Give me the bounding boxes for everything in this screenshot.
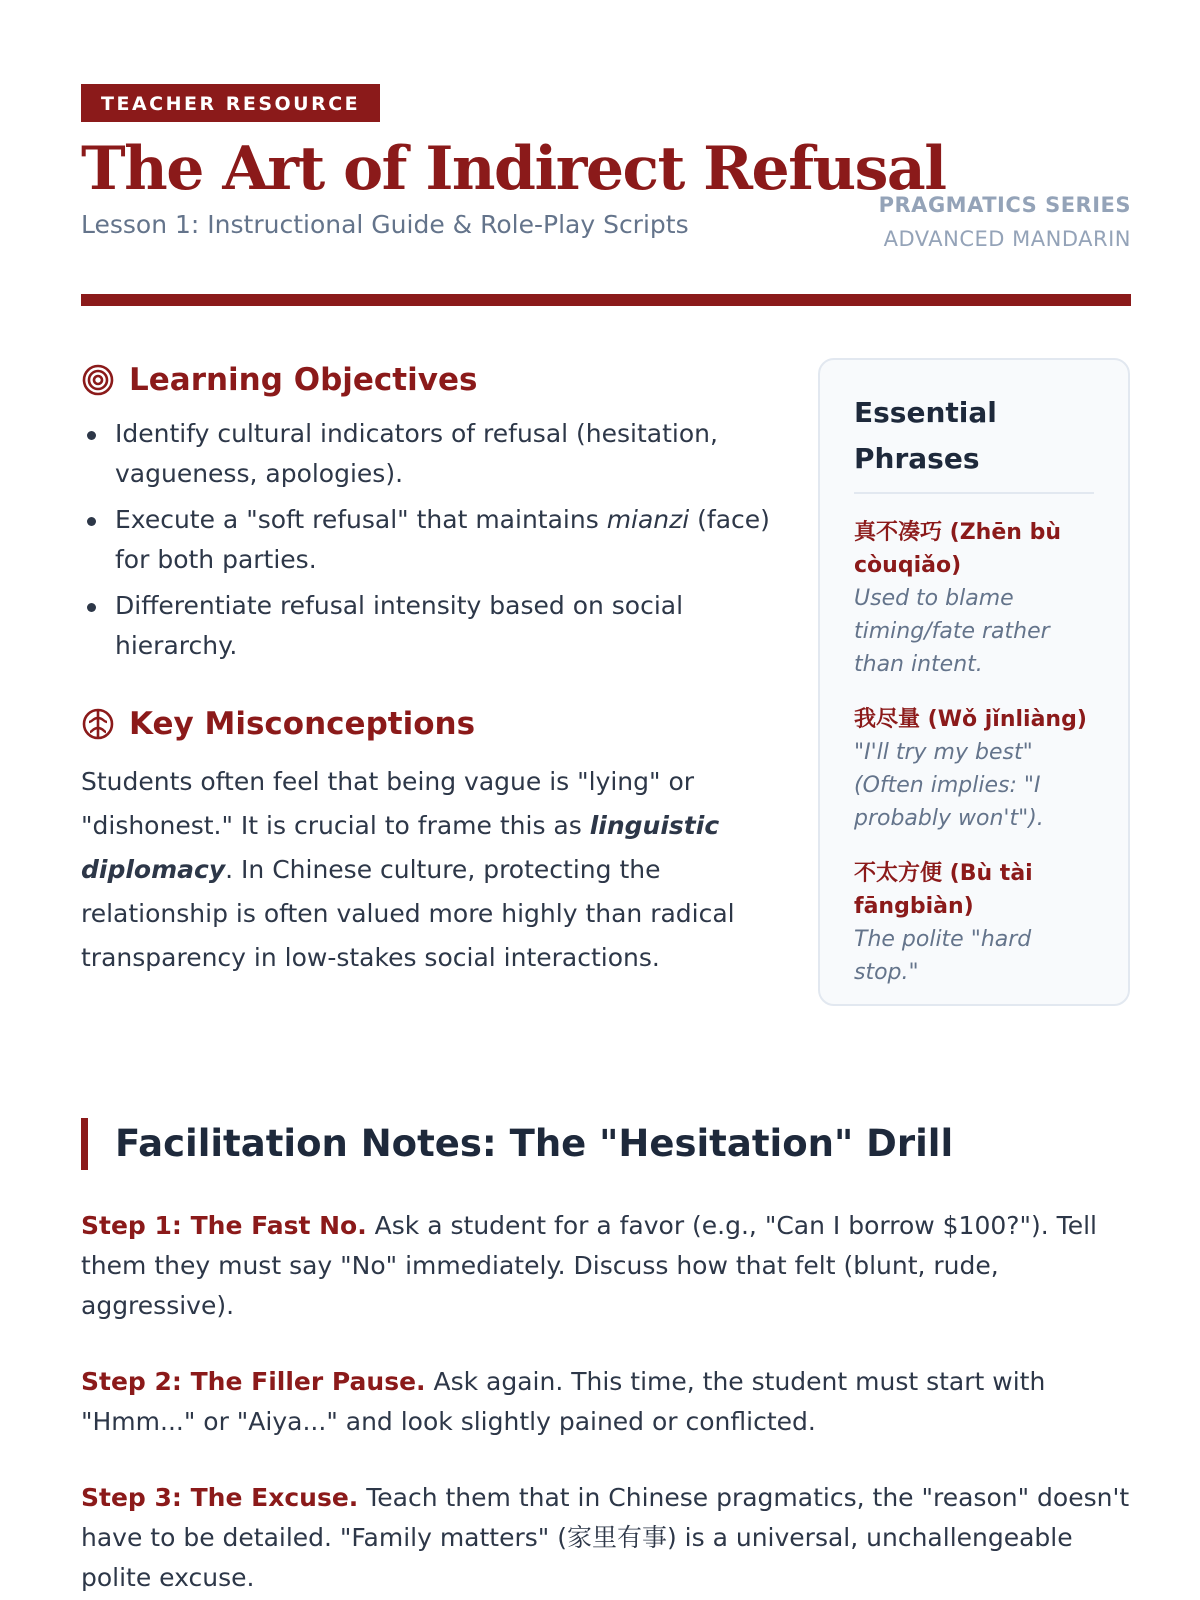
list-item	[81, 414, 771, 494]
phrase-term: 不太方便 (Bù tài fāngbiàn)	[854, 861, 1033, 919]
phrase-note: "I'll try my best" (Often implies: "I probably won't").	[854, 740, 1044, 831]
phrase-note: Used to blame timing/fate rather than intent.	[854, 586, 1050, 677]
resource-tag: TEACHER RESOURCE	[81, 84, 380, 122]
content-columns	[81, 358, 1131, 1038]
misconceptions-text-after: . In Chinese culture, protecting the relationship is often valued more highly than radical transparency in low-stakes social interactions.	[81, 855, 735, 972]
series-name: PRAGMATICS SERIES	[878, 193, 1131, 217]
document-header	[81, 84, 1131, 306]
step-paragraph	[81, 1478, 1131, 1598]
objectives-heading-text: Learning Objectives	[129, 362, 478, 398]
facilitation-heading: Facilitation Notes: The "Hesitation" Drill	[81, 1118, 1131, 1170]
series-info	[879, 188, 1131, 256]
series-level: ADVANCED MANDARIN	[883, 227, 1131, 251]
objective-text: Differentiate refusal intensity based on social hierarchy.	[115, 591, 684, 660]
objective-emphasis: mianzi	[606, 505, 690, 534]
misconceptions-heading-text: Key Misconceptions	[129, 706, 476, 742]
header-divider	[81, 294, 1131, 306]
essential-phrases-card	[818, 358, 1130, 1006]
misconceptions-text-before: Students often feel that being vague is "lying" or "dishonest." It is crucial to frame this as	[81, 767, 695, 840]
step-text: Ask a student for a favor (e.g., "Can I borrow $100?"). Tell them they must say "No" immediately. Discuss how that felt (blunt, rude, aggressive).	[81, 1211, 1097, 1320]
objectives-heading	[81, 358, 771, 402]
step-paragraph	[81, 1362, 1131, 1442]
brain-icon	[81, 707, 115, 741]
step-label: Step 1: The Fast No.	[81, 1211, 367, 1240]
step-label: Step 2: The Filler Pause.	[81, 1367, 426, 1396]
phrase-item	[854, 703, 1094, 835]
objective-text: Identify cultural indicators of refusal (hesitation, vagueness, apologies).	[115, 419, 718, 488]
page-title: The Art of Indirect Refusal	[81, 134, 946, 204]
main-column	[81, 358, 771, 980]
phrase-item	[854, 857, 1094, 989]
target-icon	[81, 363, 115, 397]
misconceptions-heading	[81, 702, 771, 746]
step-text: Teach them that in Chinese pragmatics, the "reason" doesn't have to be detailed. "Family matters" (家里有事) is a universal, unchallengeable polite excuse.	[81, 1483, 1130, 1592]
list-item	[81, 586, 771, 666]
page-subtitle: Lesson 1: Instructional Guide & Role-Play Scripts	[81, 210, 689, 239]
objective-text-before: Execute a "soft refusal" that maintains	[115, 505, 607, 534]
step-paragraph	[81, 1206, 1131, 1326]
misconceptions-emphasis: linguistic diplomacy	[81, 811, 720, 884]
document-page	[81, 84, 1131, 1598]
list-item	[81, 500, 771, 580]
phrases-title: Essential Phrases	[854, 390, 1094, 494]
phrase-note: The polite "hard stop."	[854, 927, 1032, 985]
misconceptions-paragraph	[81, 760, 771, 980]
step-text: Ask again. This time, the student must start with "Hmm..." or "Aiya..." and look slightly pained or conflicted.	[81, 1367, 1046, 1436]
facilitation-section	[81, 1118, 1131, 1598]
phrase-term: 我尽量 (Wǒ jǐnliàng)	[854, 707, 1087, 732]
phrase-item	[854, 516, 1094, 681]
objectives-list	[81, 414, 771, 666]
phrase-term: 真不凑巧 (Zhēn bù còuqiǎo)	[854, 520, 1061, 578]
objective-text-after: (face) for both parties.	[115, 505, 770, 574]
step-label: Step 3: The Excuse.	[81, 1483, 359, 1512]
